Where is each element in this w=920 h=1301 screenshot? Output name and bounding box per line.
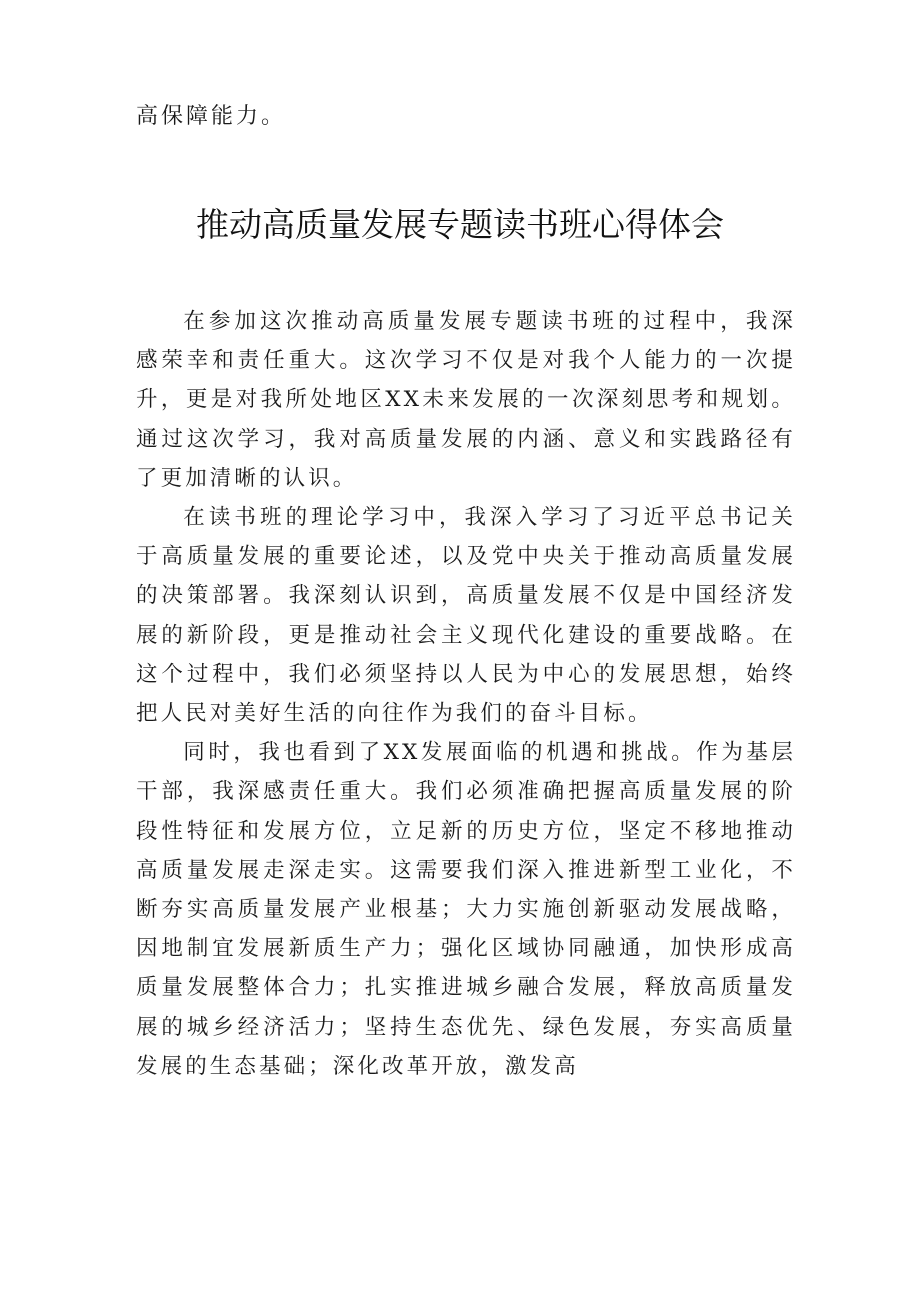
document-body (136, 302, 796, 1086)
body-paragraph-2: 在读书班的理论学习中，我深入学习了习近平总书记关于高质量发展的重要论述，以及党中央关于推动高质量发展的决策部署。我深刻认识到，高质量发展不仅是中国经济发展的新阶段，更是推动社会主义现代化建设的重要战略。在这个过程中，我们必须坚持以人民为中心的发展思想，始终把人民对美好生活的向往作为我们的奋斗目标。 (136, 505, 796, 727)
document-title: 推动高质量发展专题读书班心得体会 (196, 205, 724, 244)
body-paragraph-3: 同时，我也看到了XX发展面临的机遇和挑战。作为基层干部，我深感责任重大。我们必须准确把握高质量发展的阶段性特征和发展方位，立足新的历史方位，坚定不移地推动高质量发展走深走实。这需要我们深入推进新型工业化，不断夯实高质量发展产业根基；大力实施创新驱动发展战略，因地制宜发展新质生产力；强化区域协同融通，加快形成高质量发展整体合力；扎实推进城乡融合发展，释放高质量发展的城乡经济活力；坚持生态优先、绿色发展，夯实高质量发展的生态基础；深化改革开放，激发高 (136, 740, 796, 1079)
body-paragraph-1: 在参加这次推动高质量发展专题读书班的过程中，我深感荣幸和责任重大。这次学习不仅是对我个人能力的一次提升，更是对我所处地区XX未来发展的一次深刻思考和规划。通过这次学习，我对高质量发展的内涵、意义和实践路径有了更加清晰的认识。 (136, 309, 796, 491)
carryover-text: 高保障能力。 (136, 104, 287, 129)
